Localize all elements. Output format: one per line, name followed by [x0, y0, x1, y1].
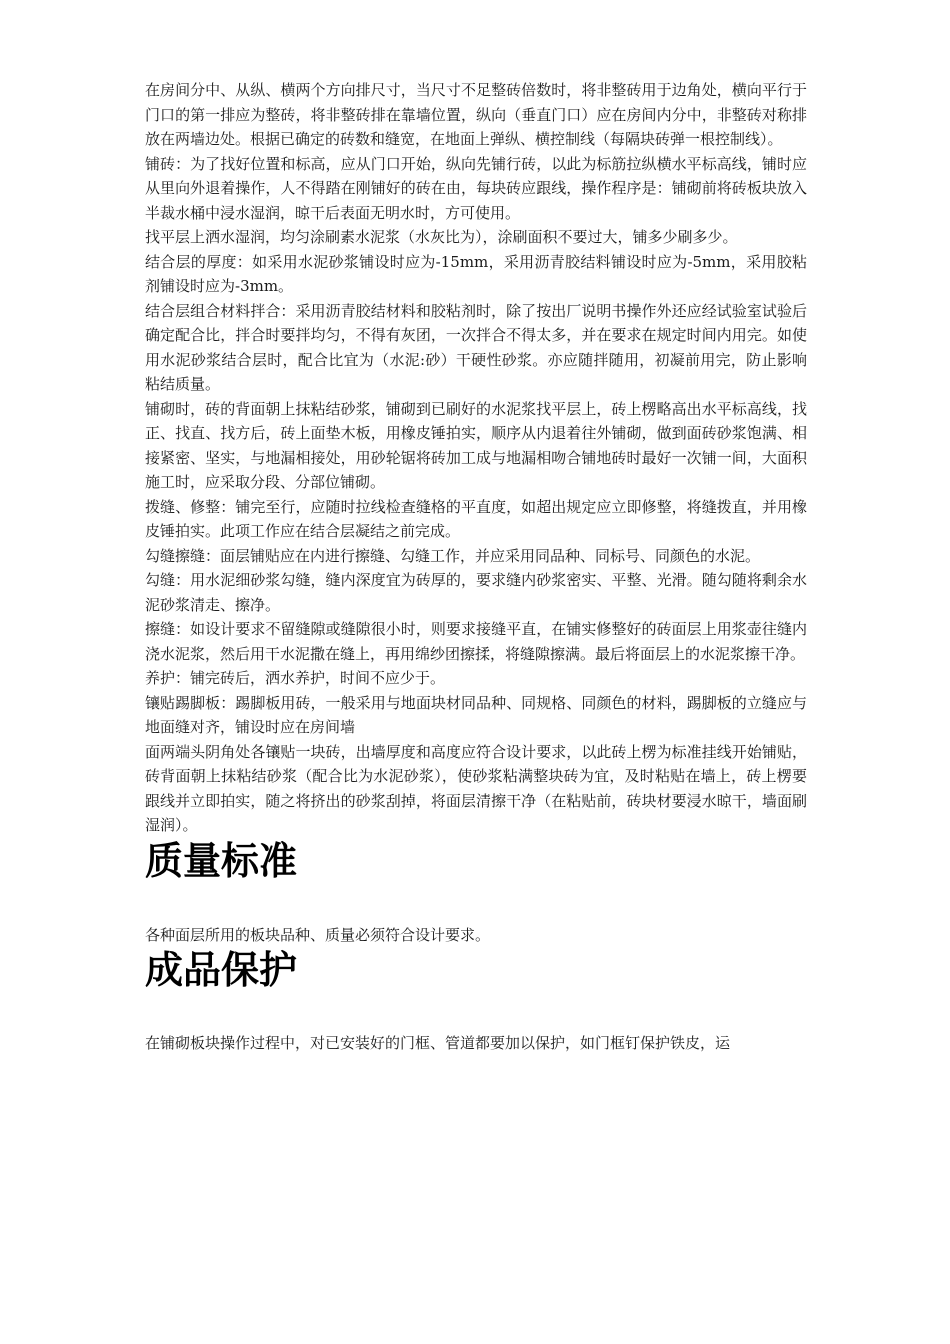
paragraph-curing: 养护：铺完砖后，洒水养护，时间不应少于。	[145, 669, 446, 687]
paragraph-joint-adjust: 拨缝、修整：铺完至行，应随时拉线检查缝格的平直度，如超出规定应立即修整，将缝拨直，并用橡皮锤拍实。此项工作应在结合层凝结之前完成。	[145, 497, 807, 540]
paragraph-leveling-layer: 找平层上洒水湿润，均匀涂刷素水泥浆（水灰比为），涂刷面积不要过大，铺多少刷多少。	[145, 228, 738, 246]
construction-steps	[145, 78, 807, 838]
quality-standard-text: 各种面层所用的板块品种、质量必须符合设计要求。	[145, 925, 491, 944]
paragraph-skirting: 镶贴踢脚板：踢脚板用砖，一般采用与地面块材同品种、同规格、同颜色的材料，踢脚板的立缝应与地面缝对齐，铺设时应在房间墙	[145, 693, 807, 736]
document-page	[145, 78, 807, 1056]
paragraph-bonding-thickness: 结合层的厚度：如采用水泥砂浆铺设时应为-15mm，采用沥青胶结料铺设时应为-5mm，采用胶粘剂铺设时应为-3mm。	[145, 252, 807, 295]
paragraph-layout-grid: 在房间分中、从纵、横两个方向排尺寸，当尺寸不足整砖倍数时，将非整砖用于边角处，横向平行于门口的第一排应为整砖，将非整砖排在靠墙位置，纵向（垂直门口）应在房间内分中，非整砖对称排放在两墙边处。根据已确定的砖数和缝宽，在地面上弹纵、横控制线（每隔块砖弹一根控制线）。	[145, 81, 807, 148]
product-protection-heading: 成品保护	[145, 948, 298, 992]
quality-standard-heading: 质量标准	[145, 838, 298, 883]
product-protection-text: 在铺砌板块操作过程中，对已安装好的门框、管道都要加以保护，如门框钉保护铁皮，运	[145, 1034, 731, 1052]
paragraph-skirting-continued: 面两端头阴角处各镶贴一块砖，出墙厚度和高度应符合设计要求，以此砖上楞为标准挂线开始铺贴，砖背面朝上抹粘结砂浆（配合比为水泥砂浆），使砂浆粘满整块砖为宜，及时粘贴在墙上，砖上楞要跟线并立即拍实，随之将挤出的砂浆刮掉，将面层清擦干净（在粘贴前，砖块材要浸水晾干，墙面刷湿润）。	[145, 742, 807, 834]
paragraph-bonding-mix: 结合层组合材料拌合：采用沥青胶结材料和胶粘剂时，除了按出厂说明书操作外还应经试验室试验后确定配合比，拌合时要拌均匀，不得有灰团，一次拌合不得太多，并在要求在规定时间内用完。如使用水泥砂浆结合层时，配合比宜为（水泥:砂）干硬性砂浆。亦应随拌随用，初凝前用完，防止影响粘结质量。	[145, 301, 807, 393]
paragraph-pointing: 勾缝：用水泥细砂浆勾缝，缝内深度宜为砖厚的，要求缝内砂浆密实、平整、光滑。随勾随将剩余水泥砂浆清走、擦净。	[145, 571, 807, 614]
paragraph-joint-wiping: 擦缝：如设计要求不留缝隙或缝隙很小时，则要求接缝平直，在铺实修整好的砖面层上用浆壶往缝内浇水泥浆，然后用干水泥撒在缝上，再用绵纱团擦揉，将缝隙擦满。最后将面层上的水泥浆擦干净。	[145, 620, 807, 663]
paragraph-tile-laying: 铺砖：为了找好位置和标高，应从门口开始，纵向先铺行砖，以此为标筋拉纵横水平标高线，铺时应从里向外退着操作，人不得踏在刚铺好的砖在由，每块砖应跟线，操作程序是：铺砌前将砖板块放入半裁水桶中浸水湿润，晾干后表面无明水时，方可使用。	[145, 154, 807, 222]
paragraph-grouting: 勾缝擦缝：面层铺贴应在内进行擦缝、勾缝工作，并应采用同品种、同标号、同颜色的水泥。	[145, 546, 761, 565]
paragraph-laying-procedure: 铺砌时，砖的背面朝上抹粘结砂浆，铺砌到已刷好的水泥浆找平层上，砖上楞略高出水平标高线，找正、找直、找方后，砖上面垫木板，用橡皮锤拍实，顺序从内退着往外铺砌，做到面砖砂浆饱满、相接紧密、坚实，与地漏相接处，用砂轮锯将砖加工成与地漏相吻合铺地砖时最好一次铺一间，大面积施工时，应采取分段、分部位铺砌。	[145, 399, 807, 491]
